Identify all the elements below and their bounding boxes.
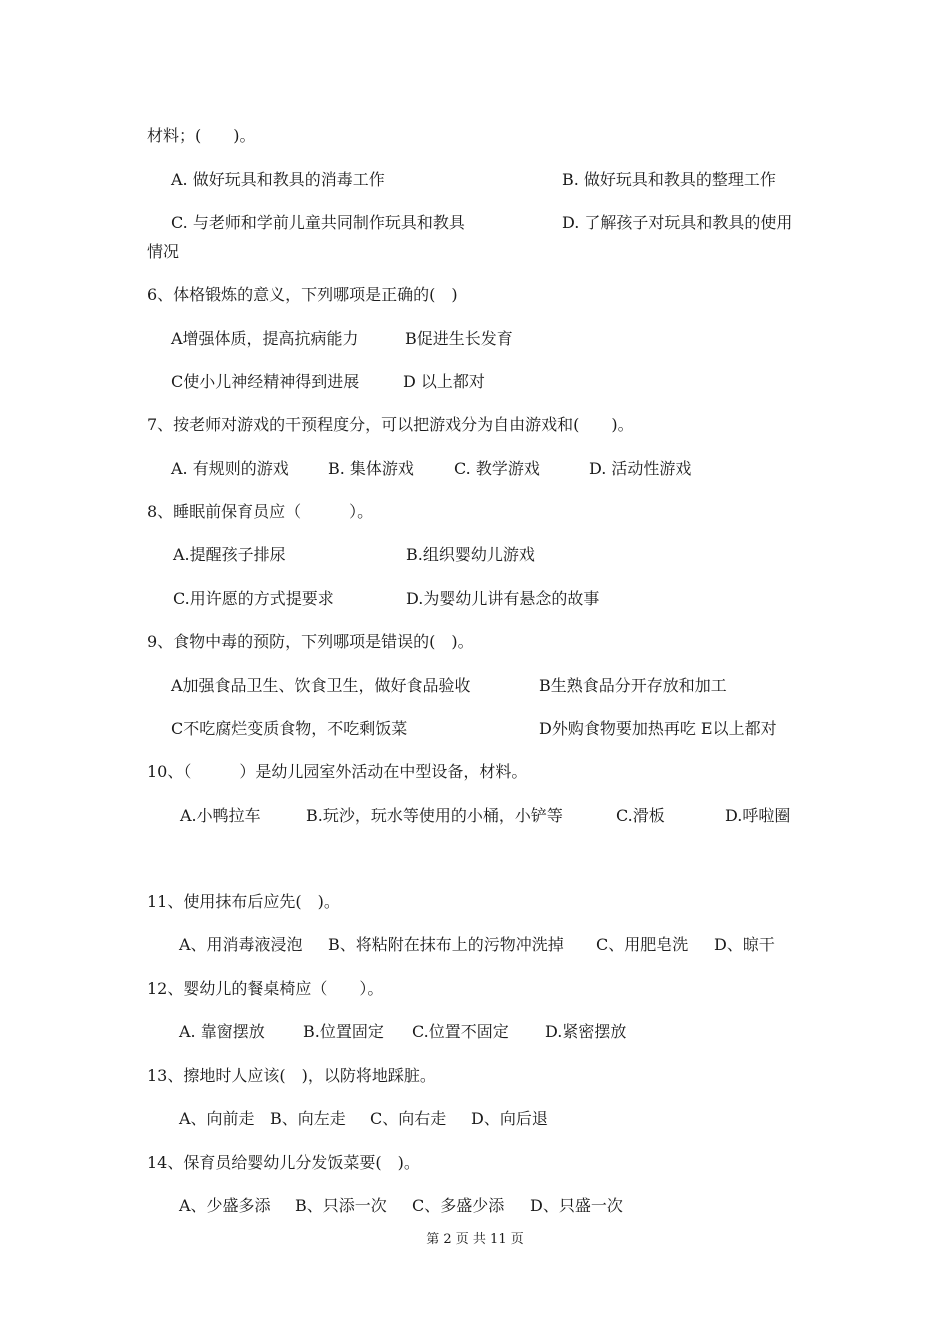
q9-stem: 9、食物中毒的预防，下列哪项是错误的( )。 bbox=[147, 632, 474, 651]
q9-option-b: B生熟食品分开存放和加工 bbox=[539, 676, 727, 695]
q8-option-a: A.提醒孩子排尿 bbox=[173, 545, 286, 564]
q14-option-a: A、少盛多添 bbox=[179, 1196, 271, 1215]
q12-stem: 12、婴幼儿的餐桌椅应（ ）。 bbox=[147, 979, 384, 998]
q11-option-a: A、用消毒液浸泡 bbox=[179, 935, 303, 954]
q14-option-b: B、只添一次 bbox=[295, 1196, 387, 1215]
q12-option-a: A. 靠窗摆放 bbox=[179, 1022, 265, 1041]
q11-option-d: D、晾干 bbox=[714, 935, 775, 954]
q13-option-c: C、向右走 bbox=[370, 1109, 447, 1128]
q13-option-a: A、向前走 bbox=[179, 1109, 255, 1128]
q10-option-a: A.小鸭拉车 bbox=[180, 806, 261, 825]
q10-stem: 10、（ ）是幼儿园室外活动在中型设备，材料。 bbox=[147, 762, 528, 781]
q14-option-c: C、多盛少添 bbox=[412, 1196, 505, 1215]
q9-option-d: D外购食物要加热再吃 E以上都对 bbox=[539, 719, 777, 738]
q9-option-c: C不吃腐烂变质食物，不吃剩饭菜 bbox=[171, 719, 408, 738]
q7-option-c: C. 教学游戏 bbox=[454, 459, 540, 478]
q8-option-d: D.为婴幼儿讲有悬念的故事 bbox=[406, 589, 600, 608]
q6-option-d: D 以上都对 bbox=[403, 372, 485, 391]
q6-stem: 6、体格锻炼的意义，下列哪项是正确的( ) bbox=[147, 285, 458, 304]
q12-option-d: D.紧密摆放 bbox=[545, 1022, 627, 1041]
q6-option-a: A增强体质，提高抗病能力 bbox=[171, 329, 359, 348]
q11-option-b: B、将粘附在抹布上的污物冲洗掉 bbox=[328, 935, 564, 954]
q13-option-b: B、向左走 bbox=[270, 1109, 346, 1128]
q11-option-c: C、用肥皂洗 bbox=[596, 935, 689, 954]
q10-option-d: D.呼啦圈 bbox=[725, 806, 791, 825]
q12-option-b: B.位置固定 bbox=[303, 1022, 384, 1041]
q7-option-b: B. 集体游戏 bbox=[328, 459, 414, 478]
q14-stem: 14、保育员给婴幼儿分发饭菜要( )。 bbox=[147, 1153, 420, 1172]
q6-option-b: B促进生长发育 bbox=[405, 329, 513, 348]
q11-stem: 11、使用抹布后应先( )。 bbox=[147, 892, 340, 911]
q7-option-a: A. 有规则的游戏 bbox=[171, 459, 289, 478]
q8-stem: 8、睡眠前保育员应（ ）。 bbox=[147, 502, 374, 521]
q5-option-c: C. 与老师和学前儿童共同制作玩具和教具 bbox=[171, 213, 465, 232]
q13-stem: 13、擦地时人应该( )，以防将地踩脏。 bbox=[147, 1066, 436, 1085]
q6-option-c: C使小儿神经精神得到进展 bbox=[171, 372, 360, 391]
q13-option-d: D、向后退 bbox=[471, 1109, 548, 1128]
q10-option-c: C.滑板 bbox=[616, 806, 665, 825]
q7-stem: 7、按老师对游戏的干预程度分，可以把游戏分为自由游戏和( )。 bbox=[147, 415, 634, 434]
q5-option-b: B. 做好玩具和教具的整理工作 bbox=[562, 170, 776, 189]
q5-option-d: D. 了解孩子对玩具和教具的使用 bbox=[562, 213, 793, 232]
q5-option-a: A. 做好玩具和教具的消毒工作 bbox=[171, 170, 385, 189]
q10-option-b: B.玩沙，玩水等使用的小桶，小铲等 bbox=[306, 806, 563, 825]
page-footer: 第 2 页 共 11 页 bbox=[426, 1232, 524, 1247]
q12-option-c: C.位置不固定 bbox=[412, 1022, 509, 1041]
q5-stem-tail: 材料；( )。 bbox=[147, 126, 256, 145]
q14-option-d: D、只盛一次 bbox=[530, 1196, 623, 1215]
q7-option-d: D. 活动性游戏 bbox=[589, 459, 692, 478]
q9-option-a: A加强食品卫生、饮食卫生，做好食品验收 bbox=[171, 676, 471, 695]
q8-option-c: C.用许愿的方式提要求 bbox=[173, 589, 334, 608]
q5-option-d-continuation: 情况 bbox=[147, 242, 180, 261]
q8-option-b: B.组织婴幼儿游戏 bbox=[406, 545, 535, 564]
